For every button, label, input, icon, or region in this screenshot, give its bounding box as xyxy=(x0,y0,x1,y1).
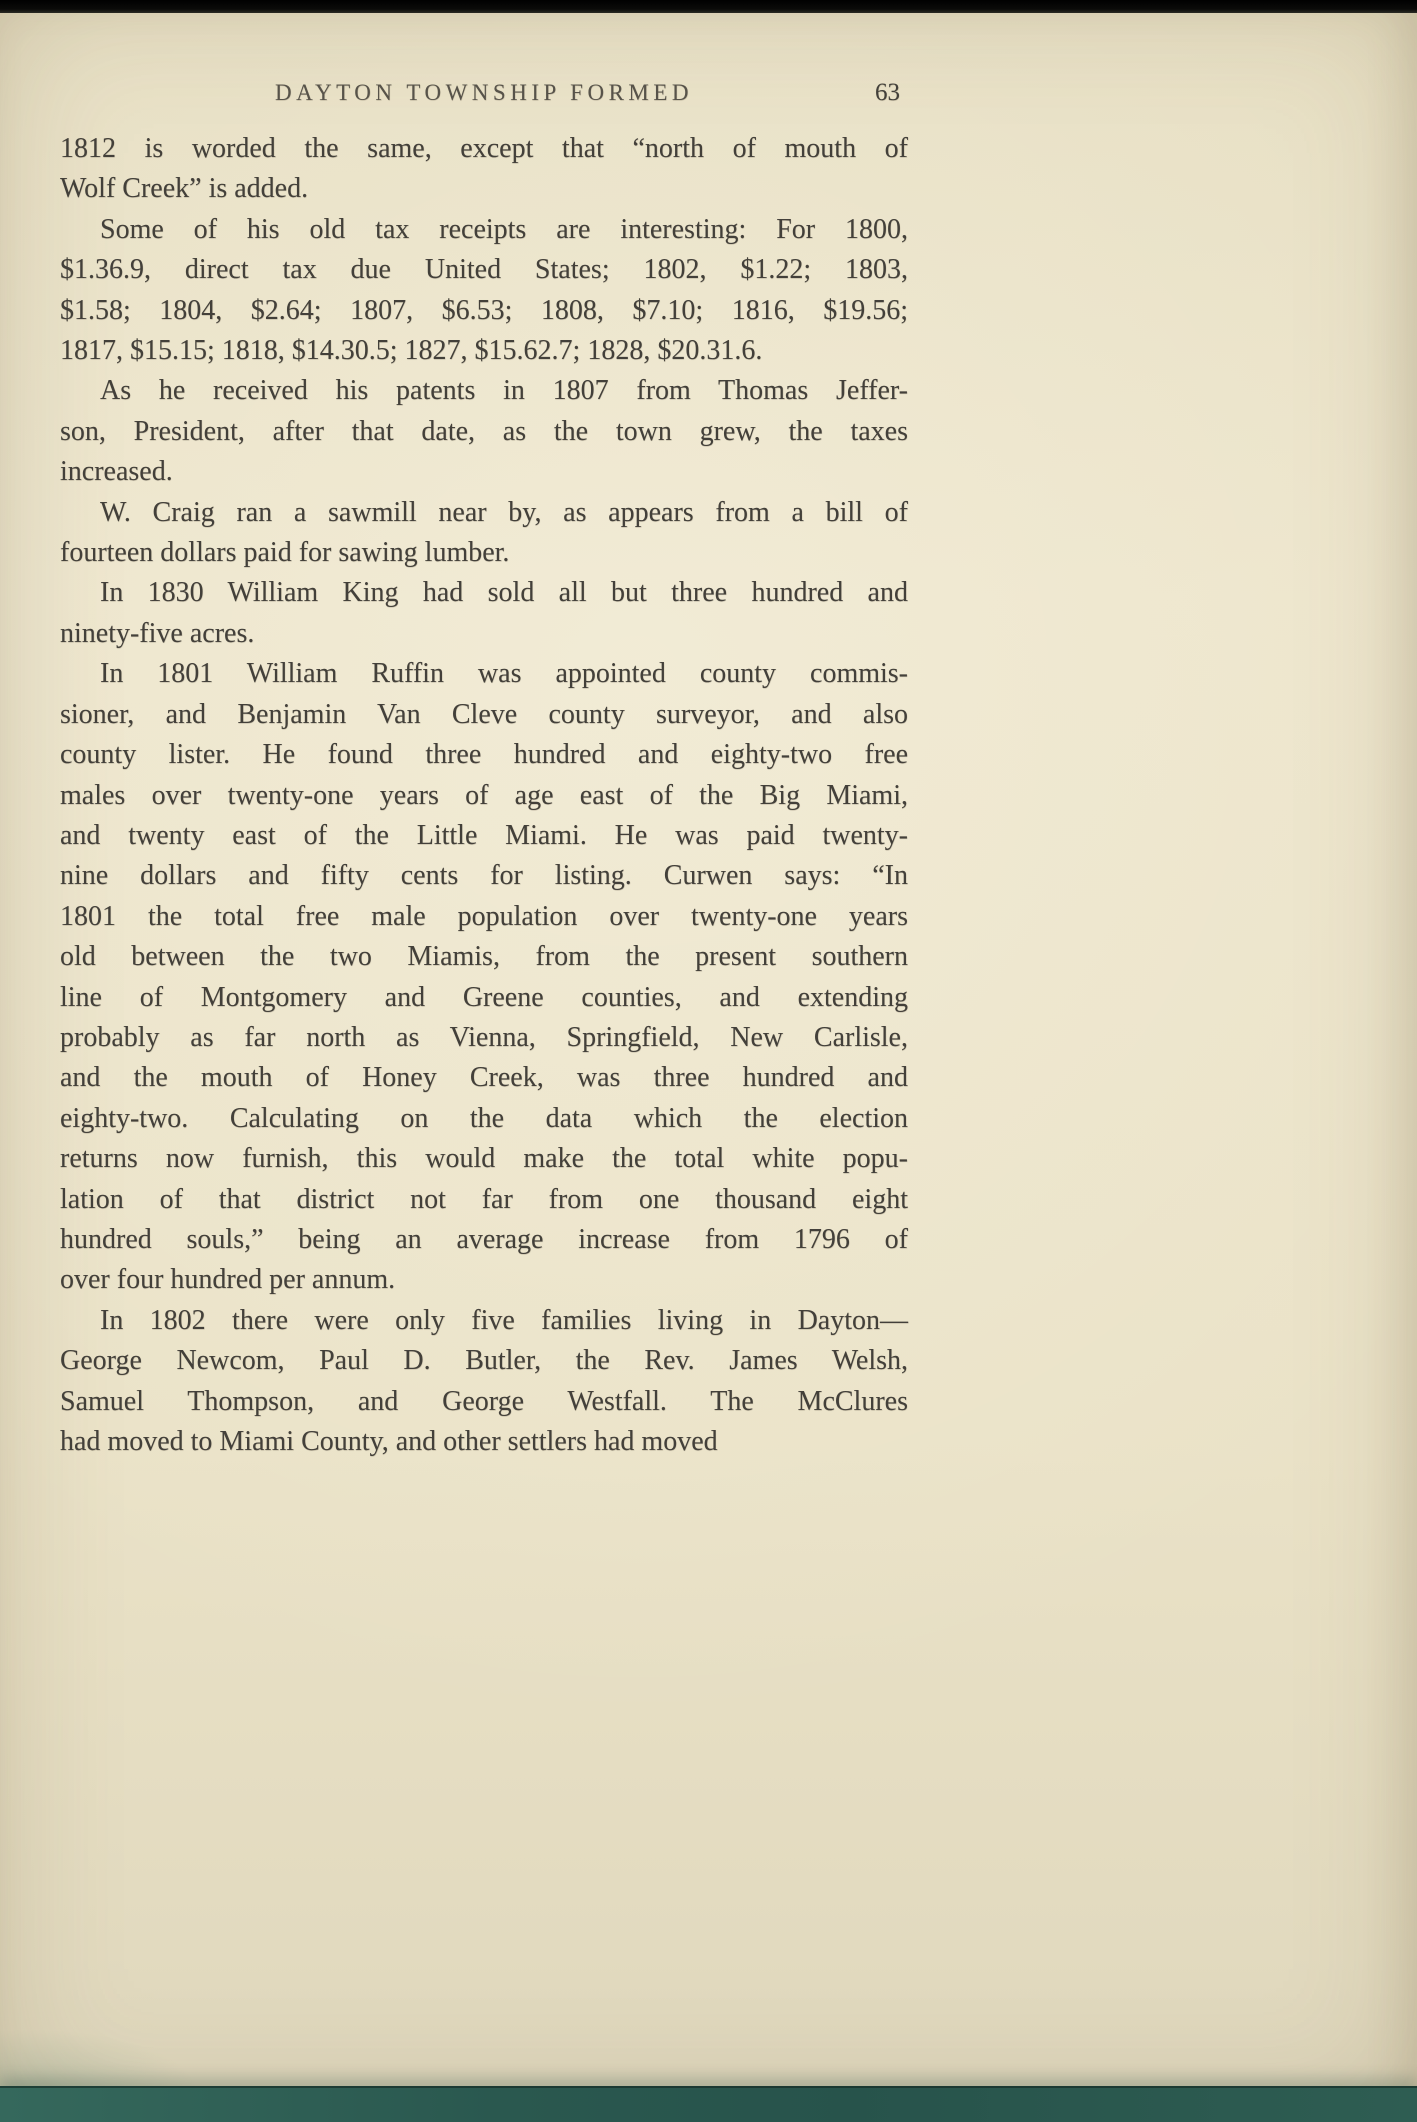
paragraph xyxy=(60,129,908,210)
text-line: Some of his old tax receipts are interesting: For 1800, xyxy=(100,213,908,245)
paragraph xyxy=(60,493,908,574)
running-title: DAYTON TOWNSHIP FORMED xyxy=(274,80,694,105)
text-line: probably as far north as Vienna, Springfield, New Carlisle, xyxy=(60,1021,908,1053)
text-line: and the mouth of Honey Creek, was three hundred and xyxy=(60,1062,908,1094)
text-line: $1.58; 1804, $2.64; 1807, $6.53; 1808, $7.10; 1816, $19.56; xyxy=(60,294,908,326)
text-line: over four hundred per annum. xyxy=(60,1264,396,1296)
text-line: Wolf Creek” is added. xyxy=(60,173,309,205)
text-line: increased. xyxy=(60,456,173,488)
text-line: old between the two Miamis, from the present southern xyxy=(60,941,908,973)
paragraph xyxy=(60,573,908,654)
text-line: $1.36.9, direct tax due United States; 1802, $1.22; 1803, xyxy=(60,254,908,286)
text-line: In 1830 William King had sold all but three hundred and xyxy=(100,577,908,609)
text-line: county lister. He found three hundred and eighty-two free xyxy=(60,739,908,771)
scan-bottom-edge xyxy=(0,2086,1417,2122)
text-line: In 1802 there were only five families living in Dayton— xyxy=(100,1304,908,1336)
text-line: eighty-two. Calculating on the data which the election xyxy=(60,1102,908,1134)
text-line: In 1801 William Ruffin was appointed county commis- xyxy=(100,658,908,690)
text-line: males over twenty-one years of age east of the Big Miami, xyxy=(60,779,908,811)
text-line: sioner, and Benjamin Van Cleve county surveyor, and also xyxy=(60,698,908,730)
text-line: nine dollars and fifty cents for listing. Curwen says: “In xyxy=(60,860,908,892)
text-line: 1801 the total free male population over twenty-one years xyxy=(60,900,908,932)
text-line: hundred souls,” being an average increase from 1796 of xyxy=(60,1223,908,1255)
scan-top-edge xyxy=(0,0,1417,13)
text-line: son, President, after that date, as the town grew, the taxes xyxy=(60,415,908,447)
text-line: 1812 is worded the same, except that “north of mouth of xyxy=(60,133,908,164)
text-line: Samuel Thompson, and George Westfall. The McClures xyxy=(60,1385,908,1417)
paragraph xyxy=(60,654,908,1301)
text-line: lation of that district not far from one thousand eight xyxy=(60,1183,908,1215)
page-header xyxy=(60,77,908,109)
text-line: returns now furnish, this would make the total white popu- xyxy=(60,1143,908,1175)
page-content xyxy=(60,13,908,1462)
paper-stain xyxy=(0,2002,300,2092)
body-text xyxy=(60,129,908,1462)
text-line: W. Craig ran a sawmill near by, as appears from a bill of xyxy=(100,496,908,528)
paragraph xyxy=(60,1301,908,1463)
text-line: line of Montgomery and Greene counties, and extending xyxy=(60,981,908,1013)
paragraph xyxy=(60,210,908,372)
text-line: and twenty east of the Little Miami. He was paid twenty- xyxy=(60,819,908,851)
text-line: fourteen dollars paid for sawing lumber. xyxy=(60,537,510,569)
text-line: ninety-five acres. xyxy=(60,617,255,649)
page-number: 63 xyxy=(875,79,900,106)
text-line: As he received his patents in 1807 from Thomas Jeffer- xyxy=(100,375,908,407)
text-line: George Newcom, Paul D. Butler, the Rev. James Welsh, xyxy=(60,1345,908,1377)
text-line: had moved to Miami County, and other settlers had moved xyxy=(60,1426,718,1457)
paragraph xyxy=(60,371,908,492)
text-line: 1817, $15.15; 1818, $14.30.5; 1827, $15.62.7; 1828, $20.31.6. xyxy=(60,335,763,367)
